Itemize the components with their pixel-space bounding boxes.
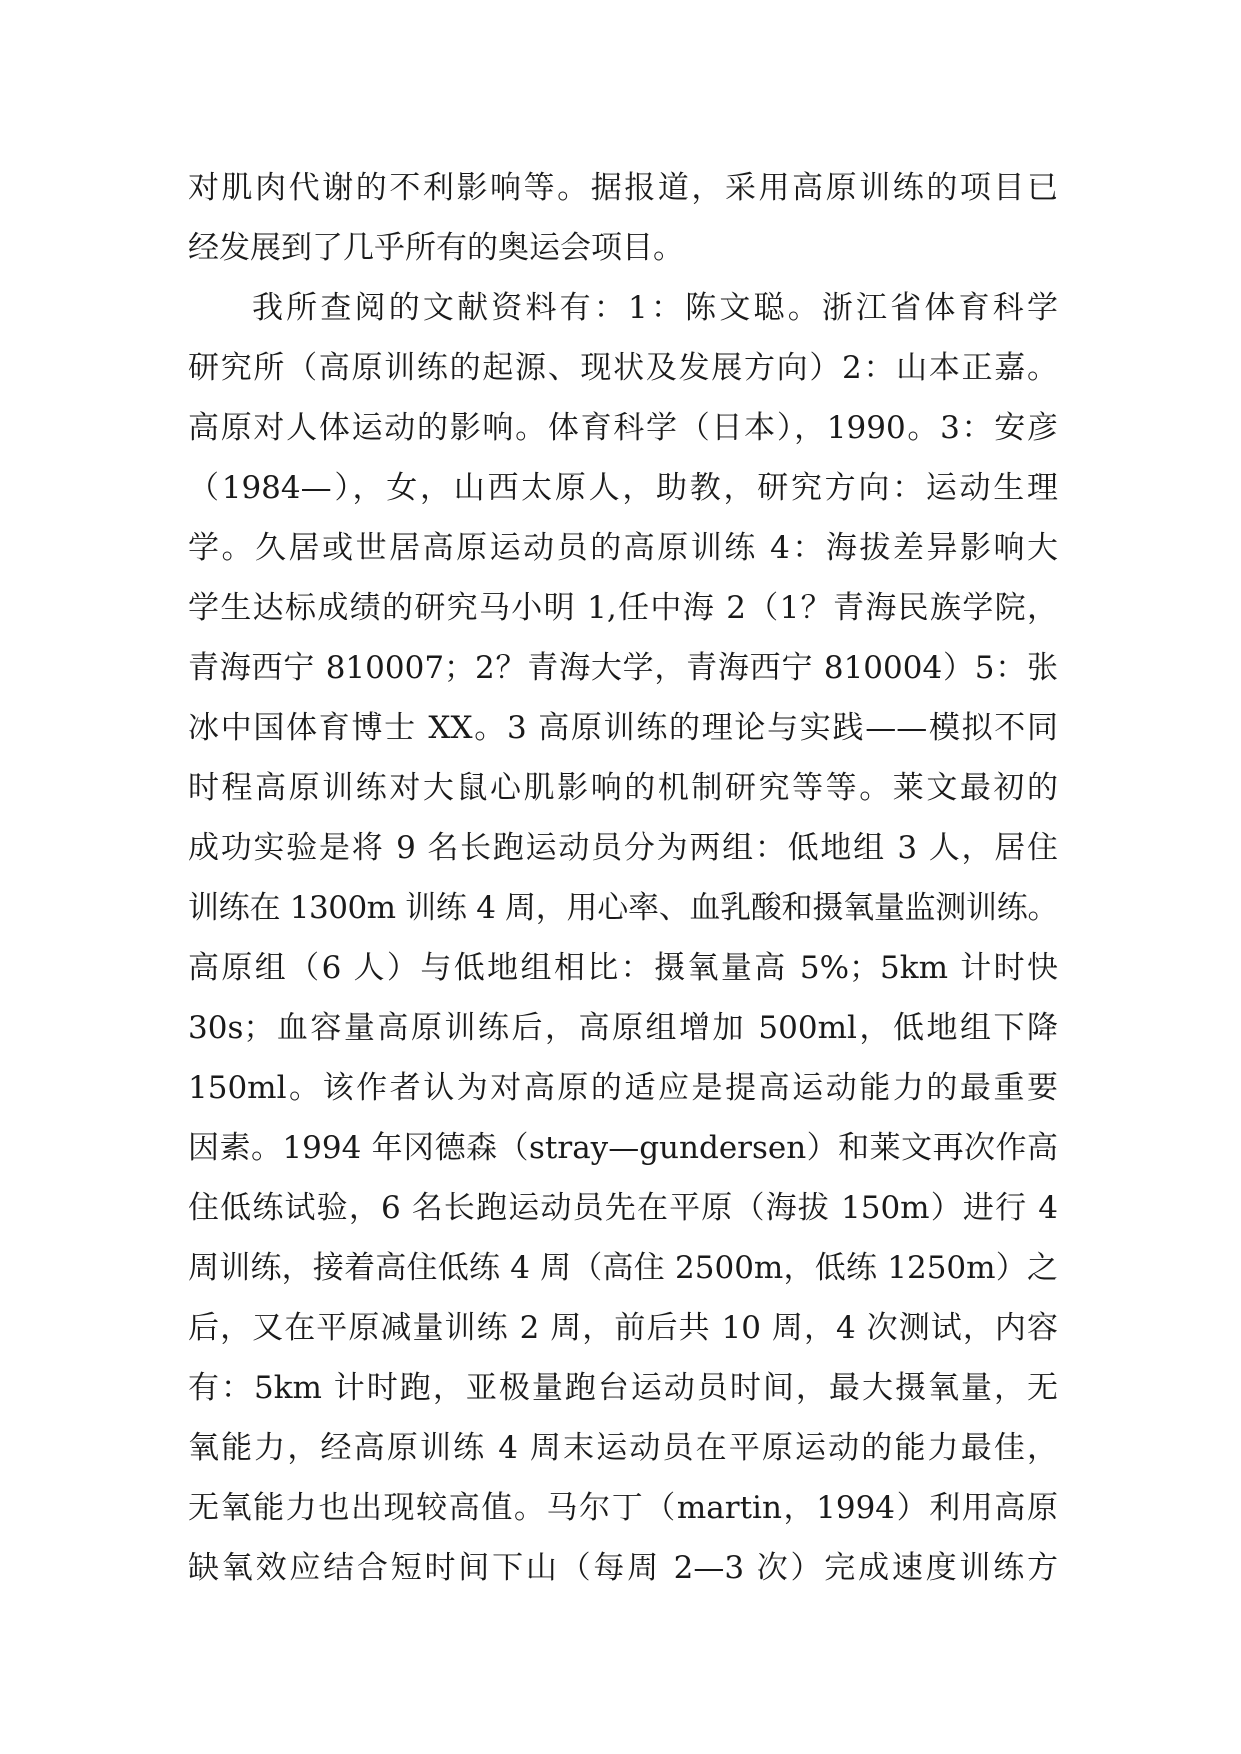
text-line-22: 氧能力，经高原训练 4 周末运动员在平原运动的能力最佳，: [188, 1430, 1058, 1466]
text-line-8: 学生达标成绩的研究马小明 1,任中海 2（1？青海民族学院，: [188, 590, 1058, 626]
text-line-21: 有：5km 计时跑，亚极量跑台运动员时间，最大摄氧量，无: [188, 1370, 1058, 1406]
text-line-14: 高原组（6 人）与低地组相比：摄氧量高 5%；5km 计时快: [188, 950, 1058, 986]
text-line-12: 成功实验是将 9 名长跑运动员分为两组：低地组 3 人，居住: [188, 830, 1058, 866]
text-line-11: 时程高原训练对大鼠心肌影响的机制研究等等。莱文最初的: [188, 770, 1058, 806]
text-line-6: （1984—），女，山西太原人，助教，研究方向：运动生理: [188, 470, 1058, 506]
body-text: [188, 158, 1058, 1598]
text-line-15: 30s；血容量高原训练后，高原组增加 500ml，低地组下降: [188, 1010, 1058, 1046]
text-line-20: 后，又在平原减量训练 2 周，前后共 10 周，4 次测试，内容: [188, 1310, 1058, 1346]
text-line-24: 缺氧效应结合短时间下山（每周 2—3 次）完成速度训练方: [188, 1550, 1058, 1586]
text-line-3: 我所查阅的文献资料有：1：陈文聪。浙江省体育科学: [252, 290, 1058, 326]
text-line-17: 因素。1994 年冈德森（stray—gundersen）和莱文再次作高: [188, 1130, 1058, 1166]
text-line-23: 无氧能力也出现较高值。马尔丁（martin，1994）利用高原: [188, 1490, 1058, 1526]
text-line-4: 研究所（高原训练的起源、现状及发展方向）2：山本正嘉。: [188, 350, 1058, 386]
text-line-2: 经发展到了几乎所有的奥运会项目。: [188, 230, 684, 266]
text-line-16: 150ml。该作者认为对高原的适应是提高运动能力的最重要: [188, 1070, 1058, 1106]
text-line-10: 冰中国体育博士 XX。3 高原训练的理论与实践——模拟不同: [188, 710, 1058, 746]
text-line-7: 学。久居或世居高原运动员的高原训练 4：海拔差异影响大: [188, 530, 1058, 566]
text-line-19: 周训练，接着高住低练 4 周（高住 2500m，低练 1250m）之: [188, 1250, 1058, 1286]
text-line-13: 训练在 1300m 训练 4 周，用心率、血乳酸和摄氧量监测训练。: [188, 890, 1058, 926]
text-line-18: 住低练试验，6 名长跑运动员先在平原（海拔 150m）进行 4: [188, 1190, 1058, 1226]
text-line-1: 对肌肉代谢的不利影响等。据报道，采用高原训练的项目已: [188, 170, 1058, 206]
text-line-5: 高原对人体运动的影响。体育科学（日本），1990。3：安彦: [188, 410, 1058, 446]
text-line-9: 青海西宁 810007；2？青海大学，青海西宁 810004）5：张: [188, 650, 1058, 686]
